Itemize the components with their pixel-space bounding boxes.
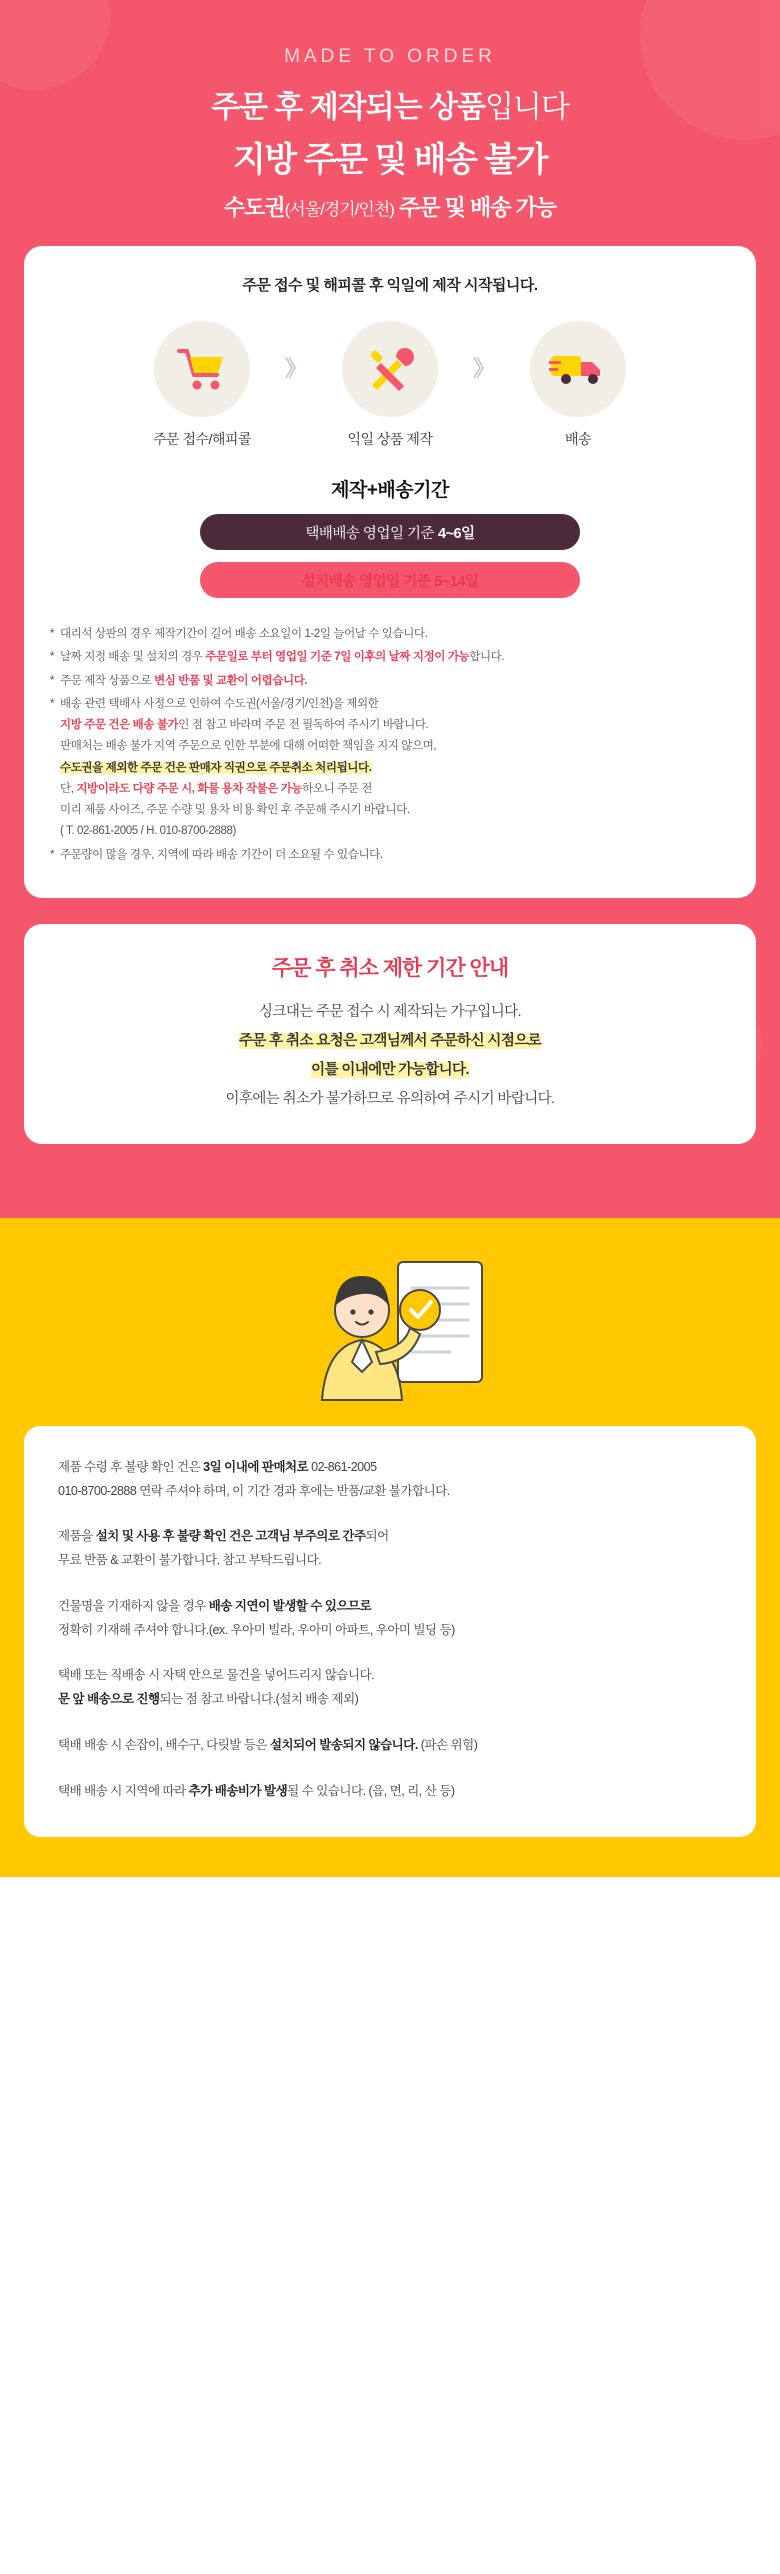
note-text-emphasis: 지방 주문 건은 배송 불가	[60, 719, 179, 732]
note-item	[50, 624, 730, 645]
cancel-policy-title: 주문 후 취소 제한 기간 안내	[271, 956, 509, 980]
note-text-emphasis: 지방이라도 다량 주문 시, 화물 용차 작불은 가능	[76, 782, 303, 795]
note-text-emphasis: 변심 반품 및 교환이 어렵습니다.	[154, 674, 308, 687]
note-text-highlight: 수도권을 제외한 주문 건은 판매자 직권으로 주문취소 처리됩니다.	[60, 761, 372, 774]
note-item	[50, 647, 730, 668]
hero-headline-1-light: 입니다	[484, 91, 569, 124]
notice-text: 02-861-2005	[308, 1459, 377, 1474]
hero-headline-2: 지방 주문 및 배송 불가	[233, 141, 547, 179]
hero-headline-1	[0, 82, 780, 126]
note-line	[60, 779, 730, 800]
cancel-policy-card	[24, 924, 756, 1144]
note-line: 판매처는 배송 불가 지역 주문으로 인한 부분에 대해 어떠한 책임을 지지 않으며,	[60, 740, 437, 753]
shipping-notice-card	[24, 1426, 756, 1838]
note-bullet: *	[50, 628, 55, 640]
note-line	[60, 715, 730, 736]
note-line	[60, 758, 730, 779]
notice-text-bold: 추가 배송비가 발생	[188, 1783, 288, 1798]
notice-text: 제품 수령 후 불량 확인 건은	[58, 1459, 204, 1474]
notice-text-bold: 문 앞 배송으로 진행	[58, 1692, 160, 1707]
process-step	[127, 321, 277, 449]
chevron-right-icon: 》	[284, 356, 307, 381]
note-bullet: *	[50, 848, 55, 861]
note-line: 미리 제품 사이즈, 주문 수량 및 용차 비용 확인 후 주문해 주시기 바랍니다.	[60, 804, 410, 817]
note-text: 주문량이 많을 경우, 지역에 따라 배송 기간이 더 소요될 수 있습니다.	[60, 848, 383, 861]
hero-headline-3-b: 주문 및 배송 가능	[393, 195, 557, 220]
process-title: 주문 접수 및 해피콜 후 익일에 제작 시작됩니다.	[242, 277, 538, 294]
cancel-line-3	[50, 1056, 730, 1085]
period-pill-label: 택배배송 영업일 기준	[305, 525, 434, 542]
note-text	[60, 647, 730, 668]
hero-eyebrow: MADE TO ORDER	[284, 46, 496, 67]
notice-text: 되는 점 참고 바랍니다.(설치 배송 제외)	[159, 1692, 359, 1707]
shopping-cart-icon	[154, 321, 250, 417]
note-text	[60, 694, 730, 843]
hero-headline-3	[0, 191, 780, 222]
notice-text: 무료 반품 & 교환이 불가합니다. 참고 부탁드립니다.	[58, 1553, 322, 1568]
note-bullet: *	[50, 674, 55, 687]
notice-paragraph	[58, 1664, 722, 1712]
period-pill-parcel	[200, 514, 580, 550]
notice-text-bold: 3일 이내에 판매처로	[203, 1459, 309, 1474]
cancel-line-1: 싱크대는 주문 접수 시 제작되는 가구입니다.	[259, 1003, 521, 1020]
notice-text: 택배 배송 시 손잡이, 배수구, 다릿발 등은	[58, 1737, 270, 1752]
notice-text: 정확히 기재해 주셔야 합니다.(ex. 우아미 빌라, 우아미 아파트, 우아미 빌딩 등)	[58, 1622, 455, 1637]
note-text-emphasis: 주문일로 부터 영업일 기준 7일 이후의 날짜 지정이 가능	[205, 651, 470, 664]
note-text: 대리석 상판의 경우 제작기간이 길어 배송 소요일이 1-2일 늘어날 수 있습니다.	[60, 628, 428, 640]
process-step	[503, 321, 653, 449]
notice-text-bold: 설치되어 발송되지 않습니다.	[269, 1737, 418, 1752]
notes-list	[50, 624, 730, 866]
hero-section	[0, 0, 780, 1218]
tools-icon	[342, 321, 438, 417]
process-step-label: 익일 상품 제작	[347, 431, 433, 447]
note-item-delivery-area	[50, 694, 730, 843]
hero-headline-3-small: (서울/경기/인천)	[284, 200, 394, 219]
process-step	[315, 321, 465, 449]
period-pill-value: 5~14일	[434, 573, 479, 590]
hero-headline-1-bold: 주문 후 제작되는 상품	[211, 91, 485, 124]
notice-paragraph	[58, 1734, 722, 1758]
notice-paragraph	[58, 1456, 722, 1504]
notice-text: 택배 또는 직배송 시 자택 안으로 물건을 넣어드리지 않습니다.	[58, 1668, 375, 1683]
cancel-line-2	[50, 1027, 730, 1056]
notice-text: 건물명을 기재하지 않을 경우	[58, 1598, 209, 1613]
cancel-line-4: 이후에는 취소가 불가하므로 유의하여 주시기 바랍니다.	[225, 1090, 555, 1107]
notice-paragraph	[58, 1595, 722, 1643]
shipping-notice-section	[0, 1218, 780, 1878]
period-pill-value: 4~6일	[438, 525, 475, 542]
cancel-highlight-b: 이틀 이내에만 가능합니다.	[311, 1061, 469, 1078]
notice-paragraph	[58, 1525, 722, 1573]
note-line-contact: ( T. 02-861-2005 / H. 010-8700-2888)	[60, 825, 236, 838]
notice-text: 될 수 있습니다. (읍, 면, 리, 산 등)	[287, 1783, 455, 1798]
period-title: 제작+배송기간	[331, 480, 449, 501]
notice-text-bold: 설치 및 사용 후 불량 확인 건은 고객님 부주의로 간주	[95, 1529, 366, 1544]
notice-text: 되어	[365, 1529, 389, 1544]
note-text	[60, 671, 730, 692]
notice-text: (파손 위험)	[417, 1737, 478, 1752]
notice-text: 010-8700-2888 연락 주셔야 하며, 이 기간 경과 후에는 반품/교환 불가합니다.	[58, 1483, 450, 1498]
hero-headline-3-a: 수도권	[223, 195, 285, 220]
note-text-tail: 인 점 참고 바라며 주문 전 필독하여 주시기 바랍니다.	[178, 719, 429, 732]
note-text-plain: 주문 제작 상품으로	[60, 674, 155, 687]
process-card	[24, 246, 756, 898]
spacer	[0, 1144, 780, 1178]
cancel-highlight-a: 주문 후 취소 요청은 고객님께서 주문하신 시점으로	[238, 1032, 542, 1049]
process-step-label: 배송	[564, 431, 592, 447]
notice-text: 제품을	[58, 1529, 96, 1544]
notice-text: 택배 배송 시 지역에 따라	[58, 1783, 189, 1798]
delivery-truck-icon	[530, 321, 626, 417]
period-pill-label: 설치배송 영업일 기준	[301, 573, 431, 590]
note-item	[50, 671, 730, 692]
note-bullet: *	[50, 651, 55, 664]
process-step-label: 주문 접수/해피콜	[153, 431, 251, 447]
process-steps	[50, 321, 730, 449]
cancel-policy-body	[50, 998, 730, 1114]
note-text-plain: 단,	[60, 782, 77, 795]
note-text-tail: 하오니 주문 전	[302, 782, 372, 795]
decor-blob	[0, 0, 110, 90]
chevron-right-icon: 》	[472, 356, 495, 381]
note-text-plain: 날짜 지정 배송 및 설치의 경우	[60, 651, 206, 664]
notice-paragraph	[58, 1780, 722, 1804]
notice-text-bold: 배송 지연이 발생할 수 있으므로	[208, 1598, 372, 1613]
person-with-checklist-illustration	[0, 1248, 780, 1408]
period-pill-install	[200, 562, 580, 598]
note-line: 배송 관련 택배사 사정으로 인하여 수도권(서울/경기/인천)을 제외한	[60, 697, 379, 710]
note-bullet: *	[50, 697, 55, 710]
note-item	[50, 845, 730, 866]
note-text-tail: 합니다.	[469, 651, 505, 664]
